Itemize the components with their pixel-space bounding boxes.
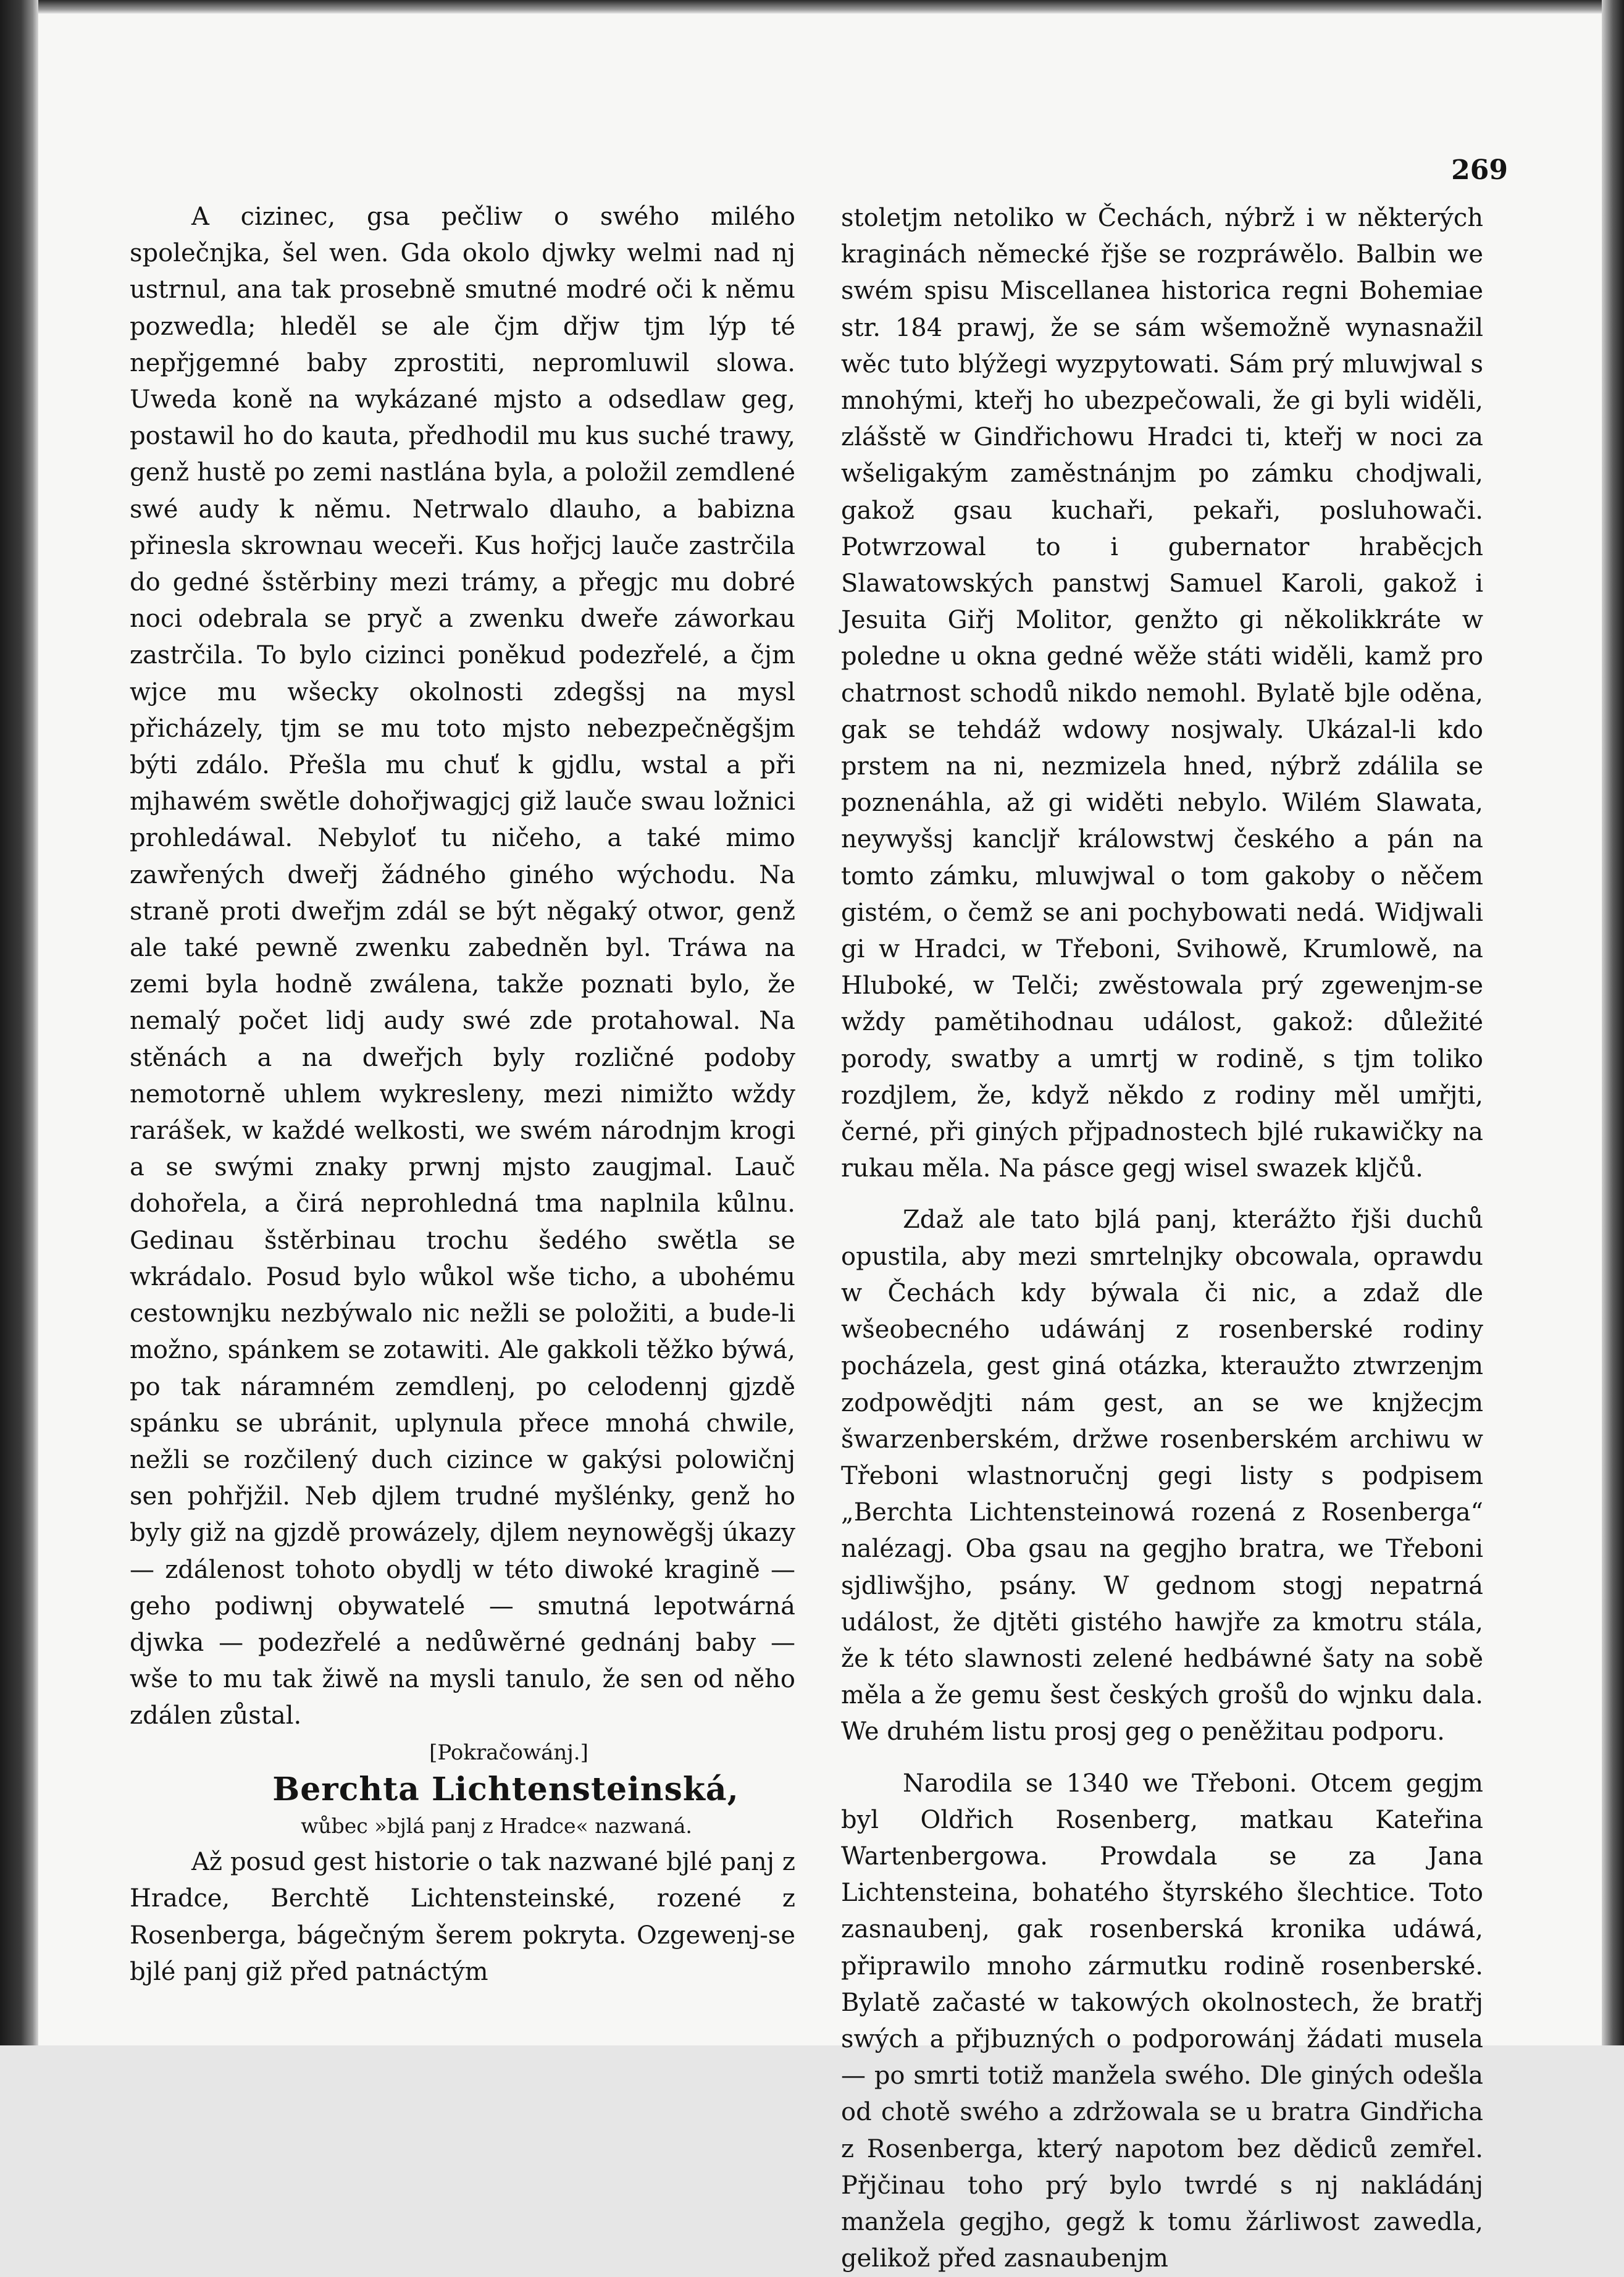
right-column bbox=[841, 200, 1483, 2277]
left-paragraph-2: Až posud gest historie o tak nazwané bjlé panj z Hradce, Berchtě Lichtensteinské, rozené z Rosenberga, bágečným šerem pokryta. Ozgewenj-se bjlé panj giž před patnáctým bbox=[130, 1848, 795, 1986]
scan-edge-top bbox=[0, 0, 1624, 14]
scan-edge-right bbox=[1602, 0, 1624, 2045]
article-title: Berchta Lichtensteinská, bbox=[272, 1770, 739, 1808]
right-paragraph-1: stoletjm netoliko w Čechách, nýbrž i w některých kraginách německé řjše se rozpráwělo. Balbin we swém spisu Miscellanea historica regni Bohemiae str. 184 prawj, že se sám wšemožně wynasnažil wěc tuto blýžegi wyzpytowati. Sám prý mluwjwal s mnohými, kteřj ho ubezpečowali, že gi byli widěli, zlášstě w Gindřichowu Hradci ti, kteřj w noci za wšeligakým zaměstnánjm po zámku chodjwali, gakož gsau kuchaři, pekaři, posluhowači. Potwrzowal to i gubernator hraběcjch Slawatowských panstwj Samuel Karoli, gakož i Jesuita Giřj Molitor, genžto gi několikkráte w poledne u okna gedné wěže státi widěli, kamž pro chatrnost schodů nikdo nemohl. Bylatě bjle oděna, gak se tehdáž wdowy nosjwaly. Ukázal-li kdo prstem na ni, nezmizela hned, nýbrž zdálila se poznenáhla, až gi widěti nebylo. Wilém Slawata, neywyšsj kancljř králowstwj českého a pán na tomto zámku, mluwjwal o tom gakoby o něčem gistém, o čemž se ani pochybowati nedá. Widjwali gi w Hradci, w Třeboni, Svihowě, Krumlowě, na Hluboké, w Telči; zwěstowala prý zgewenjm-se wždy pamětihodnau událost, gakož: důležité porody, swatby a umrtj w rodině, s tjm toliko rozdjlem, že, když někdo z rodiny měl umřjti, černé, při giných přjpadnostech bjlé rukawičky na rukau měla. Na pásce gegj wisel swazek kljčů. bbox=[841, 204, 1483, 1183]
left-column bbox=[130, 199, 795, 1990]
continued-note: [Pokračowánj.] bbox=[429, 1740, 588, 1765]
right-paragraph-3: Narodila se 1340 we Třeboni. Otcem gegjm byl Oldřich Rosenberg, matkau Kateřina Wartenbergowa. Prowdala se za Jana Lichtensteina, bohatého štyrského šlechtice. Toto zasnaubenj, gak rosenberská kronika udáwá, připrawilo mnoho zármutku rodině rosenberské. Bylatě začasté w takowých okolnostech, že bratřj swých a přjbuzných o podporowánj žádati musela — po smrti totiž manžela swého. Dle giných odešla od chotě swého a zdržowala se u bratra Gindřicha z Rosenberga, který napotom bez dědiců zemřel. Přjčinau toho prý bylo twrdé s nj nakládánj manžela gegjho, gegž k tomu žárliwost zawedla, gelikož před zasnaubenjm bbox=[841, 1769, 1483, 2273]
scan-edge-left bbox=[0, 0, 38, 2045]
right-paragraph-2: Zdaž ale tato bjlá panj, kterážto řjši duchů opustila, aby mezi smrtelnjky obcowala, oprawdu w Čechách kdy býwala či nic, a zdaž dle wšeobecného udáwánj z rosenberské rodiny pocházela, gest giná otázka, kteraužto ztwrzenjm zodpowědjti nám gest, an se we knjžecjm šwarzenberském, držwe rosenberském archiwu w Třeboni wlastnoručnj gegi listy s podpisem „Berchta Lichtensteinowá rozená z Rosenberga“ nalézagj. Oba gsau na gegjho bratra, we Třeboni sjdliwšjho, psány. W gednom stogj nepatrná událost, že djtěti gistého hawjře za kmotru stála, že k této slawnosti zelené hedbáwné šaty na sobě měla a že gemu šest českých grošů do wjnku dala. We druhém listu prosj geg o peněžitau podporu. bbox=[841, 1206, 1483, 1747]
page-sheet bbox=[38, 14, 1602, 2273]
left-paragraph-1: A cizinec, gsa pečliw o swého milého společnjka, šel wen. Gda okolo djwky welmi nad nj ustrnul, ana tak prosebně smutné modré oči k němu pozwedla; hleděl se ale čjm dřjw tjm lýp té nepřjgemné baby zprostiti, nepromluwil slowa. Uweda koně na wykázané mjsto a odsedlaw geg, postawil ho do kauta, předhodil mu kus suché trawy, genž hustě po zemi nastlána byla, a položil zemdlené swé audy k němu. Netrwalo dlauho, a babizna přinesla skrownau weceři. Kus hořjcj lauče zastrčila do gedné šstěrbiny mezi trámy, a přegjc mu dobré noci odebrala se pryč a zwenku dweře záworkau zastrčila. To bylo cizinci poněkud podezřelé, a čjm wjce mu wšecky okolnosti zdegšsj na mysl přicházely, tjm se mu toto mjsto nebezpečněgšjm býti zdálo. Přešla mu chuť k gjdlu, wstal a při mjhawém swětle dohořjwagjcj giž lauče swau ložnici prohledáwal. Nebyloť tu ničeho, a také mimo zawřených dweřj žádného giného wýchodu. Na straně proti dweřjm zdál se být něgaký otwor, genž ale také pewně zwenku zabedněn byl. Tráwa na zemi byla hodně zwálena, takže poznati bylo, že nemalý počet lidj audy swé zde protahowal. Na stěnách a na dweřjch byly rozličné podoby nemotorně uhlem wykresleny, mezi nimižto wždy rarášek, w každé welkosti, we swém národnjm krogi a se swými znaky prwnj mjsto zaugjmal. Lauč dohořela, a čirá neprohledná tma naplnila kůlnu. Gedinau šstěrbinau trochu šedého swětla se wkrádalo. Posud bylo wůkol wše ticho, a ubohému cestownjku nezbýwalo nic nežli se položiti, a bude-li možno, spánkem se zotawiti. Ale gakkoli těžko býwá, po tak náramném zemdlenj, po celodennj gjzdě spánku se ubránit, uplynula přece mnohá chwile, nežli se rozčilený duch cizince w gakýsi polowičnj sen pohřjžil. Neb djlem trudné myšlénky, genž ho byly giž na gjzdě prowázely, djlem neynowěgšj úkazy — zdálenost tohoto obydlj w této diwoké kragině — geho podiwnj obywatelé — smutná lepotwárná djwka — podezřelé a nedůwěrné gednánj baby — wše to mu tak žiwě na mysli tanulo, že sen od něho zdálen zůstal. bbox=[130, 203, 795, 1730]
article-subtitle: wůbec »bjlá panj z Hradce« nazwaná. bbox=[301, 1813, 692, 1838]
page-number: 269 bbox=[1451, 154, 1508, 186]
